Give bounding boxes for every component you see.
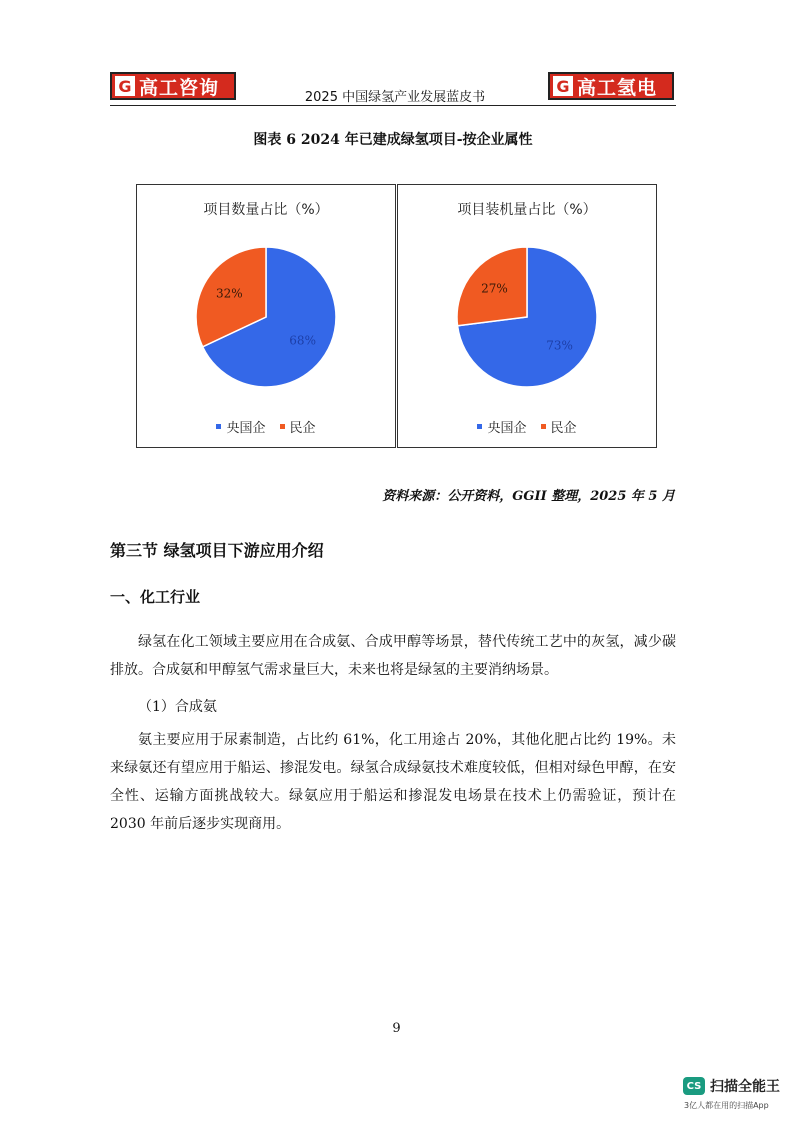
legend-swatch bbox=[541, 424, 546, 429]
body-paragraph: 绿氢在化工领域主要应用在合成氨、合成甲醇等场景，替代传统工艺中的灰氢，减少碳排放。合成氨和甲醇氢气需求量巨大，未来也将是绿氢的主要消纳场景。 bbox=[110, 634, 676, 678]
legend-swatch bbox=[216, 424, 221, 429]
source-note: 资料来源：公开资料，GGII 整理，2025 年 5 月 bbox=[382, 489, 675, 504]
watermark-app-name: 扫描全能王 bbox=[710, 1079, 780, 1095]
legend-label: 民企 bbox=[550, 421, 577, 436]
watermark-tagline: 3亿人都在用的扫描App bbox=[684, 1101, 769, 1110]
legend-swatch bbox=[280, 424, 285, 429]
legend-item bbox=[541, 417, 577, 436]
legend-item bbox=[477, 417, 526, 436]
legend-swatch bbox=[477, 424, 482, 429]
logo-right-text: 高工氢电 bbox=[577, 76, 658, 99]
chart-panel-project-count bbox=[136, 184, 396, 448]
legend-label: 央国企 bbox=[226, 421, 266, 436]
pie-data-label: 32% bbox=[216, 286, 243, 301]
running-header-title: 2025 中国绿氢产业发展蓝皮书 bbox=[304, 90, 486, 105]
chart-panel-installed-capacity bbox=[397, 184, 657, 448]
chart-legend bbox=[398, 417, 656, 436]
pie-chart-project-count bbox=[137, 185, 395, 447]
item-heading: （1）合成氨 bbox=[138, 699, 217, 715]
pie-data-label: 27% bbox=[481, 281, 508, 296]
legend-label: 民企 bbox=[289, 421, 316, 436]
body-paragraph: 氨主要应用于尿素制造，占比约 61%，化工用途占 20%，其他化肥占比约 19%。未来绿氨还有望应用于船运、掺混发电。绿氢合成绿氨技术难度较低，但相对绿色甲醇，在安全性、运输方面挑战较大。绿氨应用于船运和掺混发电场景在技术上仍需验证，预计在 2030 年前后逐步实现商用。 bbox=[110, 732, 676, 832]
page-number: 9 bbox=[392, 1021, 401, 1036]
logo-mark: G bbox=[553, 76, 573, 96]
subsection-title: 一、化工行业 bbox=[110, 588, 201, 606]
section-title: 第三节 绿氢项目下游应用介绍 bbox=[110, 541, 324, 560]
logo-gaogong-hydrogen bbox=[548, 72, 674, 100]
logo-mark: G bbox=[115, 76, 135, 96]
chart-legend bbox=[137, 417, 395, 436]
legend-item bbox=[280, 417, 316, 436]
chart-title: 项目数量占比（%） bbox=[203, 202, 329, 218]
logo-left-text: 高工咨询 bbox=[139, 76, 220, 99]
chart-title: 项目装机量占比（%） bbox=[457, 202, 597, 218]
legend-label: 央国企 bbox=[487, 421, 527, 436]
logo-gaogong-consulting bbox=[110, 72, 236, 100]
cs-logo-icon: CS bbox=[683, 1077, 705, 1095]
pie-data-label: 68% bbox=[289, 333, 316, 348]
pie-chart-installed-capacity bbox=[398, 185, 656, 447]
pie-data-label: 73% bbox=[546, 338, 573, 353]
header-rule bbox=[110, 105, 676, 106]
legend-item bbox=[216, 417, 265, 436]
figure-caption: 图表 6 2024 年已建成绿氢项目-按企业属性 bbox=[253, 132, 533, 148]
